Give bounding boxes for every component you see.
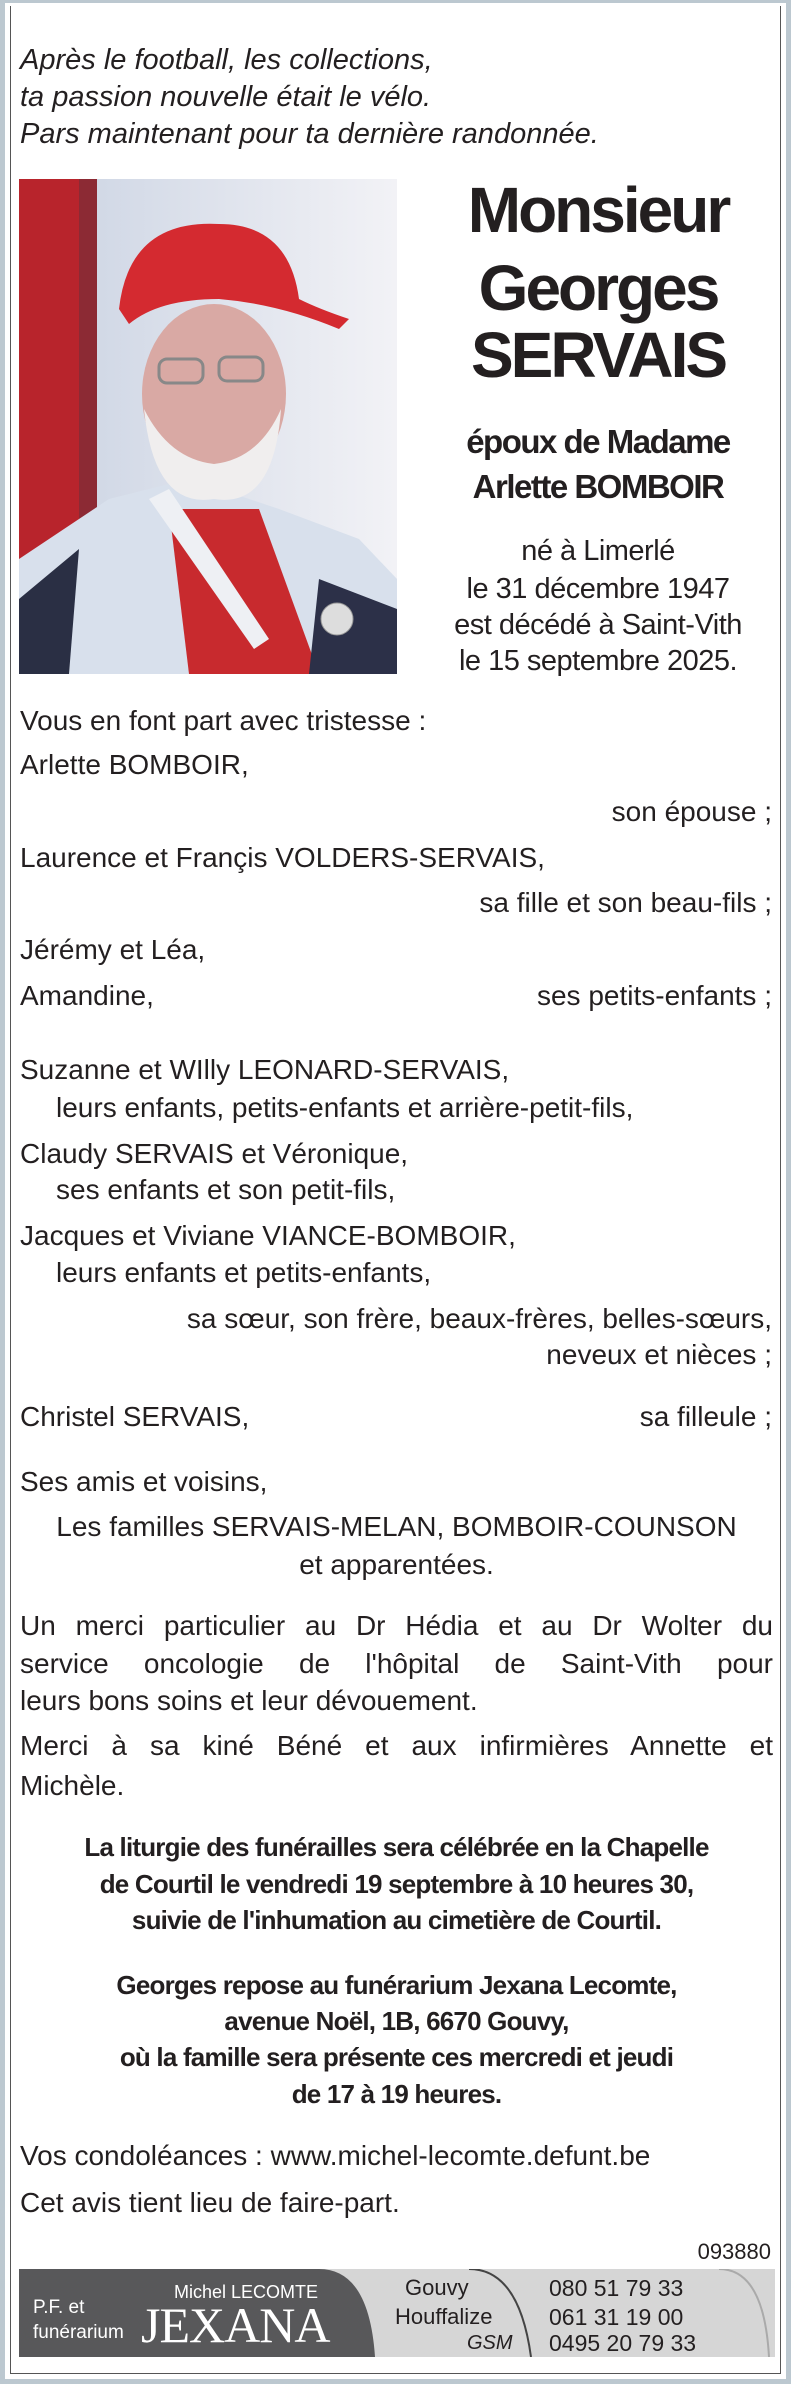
family-member: Laurence et Françis VOLDERS-SERVAIS, — [20, 842, 545, 873]
birth-place: né à Limerlé — [521, 535, 675, 567]
death-date: le 15 septembre 2025. — [458, 645, 738, 677]
epitaph-line: ta passion nouvelle était le vélo. — [20, 81, 432, 113]
family-member: Amandine, — [20, 980, 154, 1011]
family-member: Christel SERVAIS, — [20, 1401, 250, 1432]
notice-line: Cet avis tient lieu de faire-part. — [20, 2187, 400, 2218]
thanks-line: Michèle. — [20, 1770, 125, 1801]
thanks-line: Un merci particulier au Dr Hédia et au Dr Wolter du — [20, 1610, 773, 1641]
family-relation: ses petits-enfants ; — [536, 980, 772, 1011]
family-member: Arlette BOMBOIR, — [20, 749, 249, 780]
funeral-line: suivie de l'inhumation au cimetière de Courtil. — [131, 1905, 662, 1935]
thanks-line: Merci à sa kiné Béné et aux infirmières Annette et — [20, 1730, 773, 1761]
pf-label: P.F. et — [33, 2297, 85, 2318]
funerarium-label: funérarium — [33, 2322, 124, 2343]
condolences-link[interactable]: Vos condoléances : www.michel-lecomte.defunt.be — [20, 2140, 651, 2171]
epitaph-line: Après le football, les collections, — [20, 44, 433, 76]
location-gsm: GSM — [467, 2332, 513, 2354]
families-line: et apparentées. — [299, 1549, 494, 1580]
portrait-photo — [19, 179, 397, 674]
funeral-line: La liturgie des funérailles sera célébrée en la Chapelle — [84, 1832, 709, 1862]
family-relation: sa filleule ; — [639, 1401, 772, 1432]
funeral-home-banner — [19, 2269, 775, 2357]
reference-number: 093880 — [697, 2239, 771, 2264]
family-relation: neveux et nièces ; — [546, 1339, 772, 1370]
family-member: Claudy SERVAIS et Véronique, — [20, 1138, 409, 1169]
spouse-line: époux de Madame — [466, 423, 730, 460]
birth-date: le 31 décembre 1947 — [466, 573, 730, 605]
families-line: Les familles SERVAIS-MELAN, BOMBOIR-COUNSON — [56, 1511, 737, 1542]
phone-houffalize[interactable]: 061 31 19 00 — [549, 2304, 684, 2330]
visitation-line: Georges repose au funérarium Jexana Lecomte, — [116, 1970, 677, 2000]
family-sub: leurs enfants et petits-enfants, — [56, 1257, 432, 1288]
epitaph-line: Pars maintenant pour ta dernière randonnée. — [20, 118, 599, 150]
family-relation: sa fille et son beau-fils ; — [479, 887, 772, 918]
family-sub: leurs enfants, petits-enfants et arrière-petit-fils, — [56, 1092, 634, 1123]
thanks-line: service oncologie de l'hôpital de Saint-Vith pour — [20, 1648, 773, 1679]
deceased-first-name: Georges — [478, 252, 718, 324]
friends-line: Ses amis et voisins, — [20, 1466, 268, 1497]
family-member: Jacques et Viviane VIANCE-BOMBOIR, — [20, 1220, 516, 1251]
family-intro: Vous en font part avec tristesse : — [20, 705, 427, 736]
brand-logo: JEXANA — [141, 2297, 330, 2353]
owner-name: Michel LECOMTE — [174, 2282, 319, 2302]
deceased-last-name: SERVAIS — [470, 319, 726, 391]
spouse-name: Arlette BOMBOIR — [472, 468, 724, 505]
phone-gsm[interactable]: 0495 20 79 33 — [549, 2330, 697, 2356]
deceased-title: Monsieur — [467, 174, 729, 246]
family-sub: ses enfants et son petit-fils, — [56, 1174, 396, 1205]
location-gouvy: Gouvy — [405, 2275, 469, 2300]
family-member: Suzanne et WIlly LEONARD-SERVAIS, — [20, 1054, 510, 1085]
family-relation: sa sœur, son frère, beaux-frères, belles-sœurs, — [186, 1303, 772, 1334]
visitation-line: où la famille sera présente ces mercredi et jeudi — [119, 2042, 674, 2072]
visitation-line: avenue Noël, 1B, 6670 Gouvy, — [224, 2006, 569, 2036]
location-houffalize: Houffalize — [395, 2304, 493, 2329]
visitation-line: de 17 à 19 heures. — [291, 2079, 502, 2109]
funeral-line: de Courtil le vendredi 19 septembre à 10 heures 30, — [99, 1869, 694, 1899]
phone-gouvy[interactable]: 080 51 79 33 — [549, 2275, 684, 2301]
thanks-line: leurs bons soins et leur dévouement. — [20, 1685, 478, 1716]
family-member: Jérémy et Léa, — [20, 934, 206, 965]
death-place: est décédé à Saint-Vith — [454, 609, 742, 641]
family-relation: son épouse ; — [611, 796, 772, 827]
